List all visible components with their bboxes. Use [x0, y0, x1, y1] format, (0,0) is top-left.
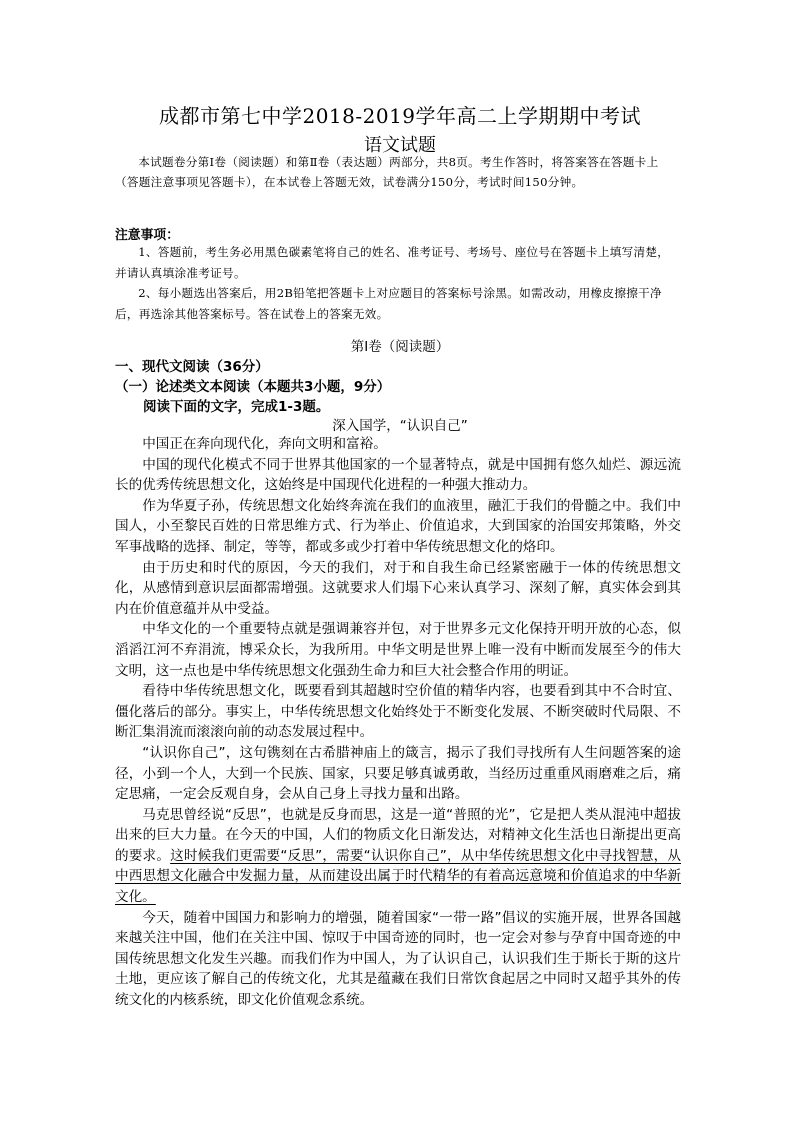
- section-heading: 一、现代文阅读（36分）: [115, 359, 269, 375]
- underlined-sentence: 这时候我们更需要“反思”，需要“认识你自己”，从中华传统思想文化中寻找智慧，从中西思想文化融合中发掘力量，从而建设出属于时代精华的有着高远意境和价值追求的中华新文化。: [115, 847, 681, 906]
- article-paragraph: 由于历史和时代的原因，今天的我们，对于和自我生命已经紧密融于一体的传统思想文化，从感情到意识层面都需增强。这就要求人们塌下心来认真学习、深刻了解，真实体会到其内在价值意蕴并从中受益。: [115, 559, 681, 617]
- notice-item-2: 2、每小题选出答案后，用2B铅笔把答题卡上对应题目的答案标号涂黑。如需改动，用橡皮擦擦干净后，再选涂其他答案标号。答在试卷上的答案无效。: [115, 286, 662, 321]
- article-paragraph: 看待中华传统思想文化，既要看到其超越时空价值的精华内容，也要看到其中不合时宜、僵化落后的部分。事实上，中华传统思想文化始终处于不断变化发展、不断突破时代局限、不断汇集涓流而滚滚向前的动态发展过程中。: [115, 683, 681, 741]
- article-paragraph: 中国的现代化模式不同于世界其他国家的一个显著特点，就是中国拥有悠久灿烂、源远流长的优秀传统思想文化，这始终是中国现代化进程的一种强大推动力。: [115, 456, 681, 494]
- notice-item-1: 1、答题前，考生务必用黑色碳素笔将自己的姓名、准考证号、考场号、座位号在答题卡上填写清楚，并请认真填涂准考证号。: [115, 245, 670, 280]
- notice-heading: 注意事项：: [115, 228, 179, 243]
- article-title: 深入国学，“认识自己”: [332, 418, 468, 434]
- article-paragraph: 今天，随着中国国力和影响力的增强，随着国家“一带一路”倡议的实施开展，世界各国越来越关注中国，他们在关注中国、惊叹于中国奇迹的同时，也一定会对参与孕育中国奇迹的中国传统思想文化发生兴趣。而我们作为中国人，为了认识自己，认识我们生于斯长于斯的这片土地，更应该了解自己的传统文化，尤其是蕴藏在我们日常饮食起居之中同时又超乎其外的传统文化的内核系统，即文化价值观念系统。: [115, 909, 681, 1009]
- article-paragraph: 中国正在奔向现代化，奔向文明和富裕。: [142, 436, 387, 452]
- article-paragraph: 中华文化的一个重要特点就是强调兼容并包，对于世界多元文化保持开明开放的心态，似滔滔江河不弃涓流，博采众长，为我所用。中华文明是世界上唯一没有中断而发展至今的伟大文明，这一点也是中华传统思想文化强劲生命力和巨大社会整合作用的明证。: [115, 621, 681, 679]
- exam-subtitle: 语文试题: [364, 135, 436, 156]
- volume-title: 第Ⅰ卷（阅读题）: [350, 339, 450, 355]
- article-body: [115, 434, 681, 1011]
- article-paragraph: “认识你自己”，这句镌刻在古希腊神庙上的箴言，揭示了我们寻找所有人生问题答案的途径，小到一个人，大到一个民族、国家，只要足够真诚勇敢，当经历过重重风雨磨难之后，痛定思痛，一定会反观自身，会从自己身上寻找力量和出路。: [115, 744, 681, 803]
- subsection-heading: （一）论述类文本阅读（本题共3小题，9分）: [115, 379, 391, 395]
- article-paragraph: 作为华夏子孙，传统思想文化始终奔流在我们的血液里，融汇于我们的骨髓之中。我们中国人，小至黎民百姓的日常思维方式、行为举止、价值追求，大到国家的治国安邦策略，外交军事战略的选择、制定，等等，都或多或少打着中华传统思想文化的烙印。: [115, 497, 681, 555]
- reading-instruction: 阅读下面的文字，完成1-3题。: [143, 399, 330, 415]
- article-paragraph: [115, 805, 681, 908]
- paragraph-text: 马克思曾经说“反思”，也就是反身而思，这是一道“普照的光”，它是把人类从混沌中超拔出来的巨大力量。在今天的中国，人们的物质文化日渐发达，对精神文化生活也日渐提出更高的要求。: [115, 806, 681, 864]
- exam-title: 成都市第七中学2018-2019学年高二上学期期中考试: [158, 104, 642, 128]
- exam-intro: 本试题卷分第Ⅰ卷（阅读题）和第Ⅱ卷（表达题）两部分，共8页。考生作答时，将答案答在答题卡上（答题注意事项见答题卡），在本试卷上答题无效，试卷满分150分，考试时间150分钟。: [115, 155, 659, 189]
